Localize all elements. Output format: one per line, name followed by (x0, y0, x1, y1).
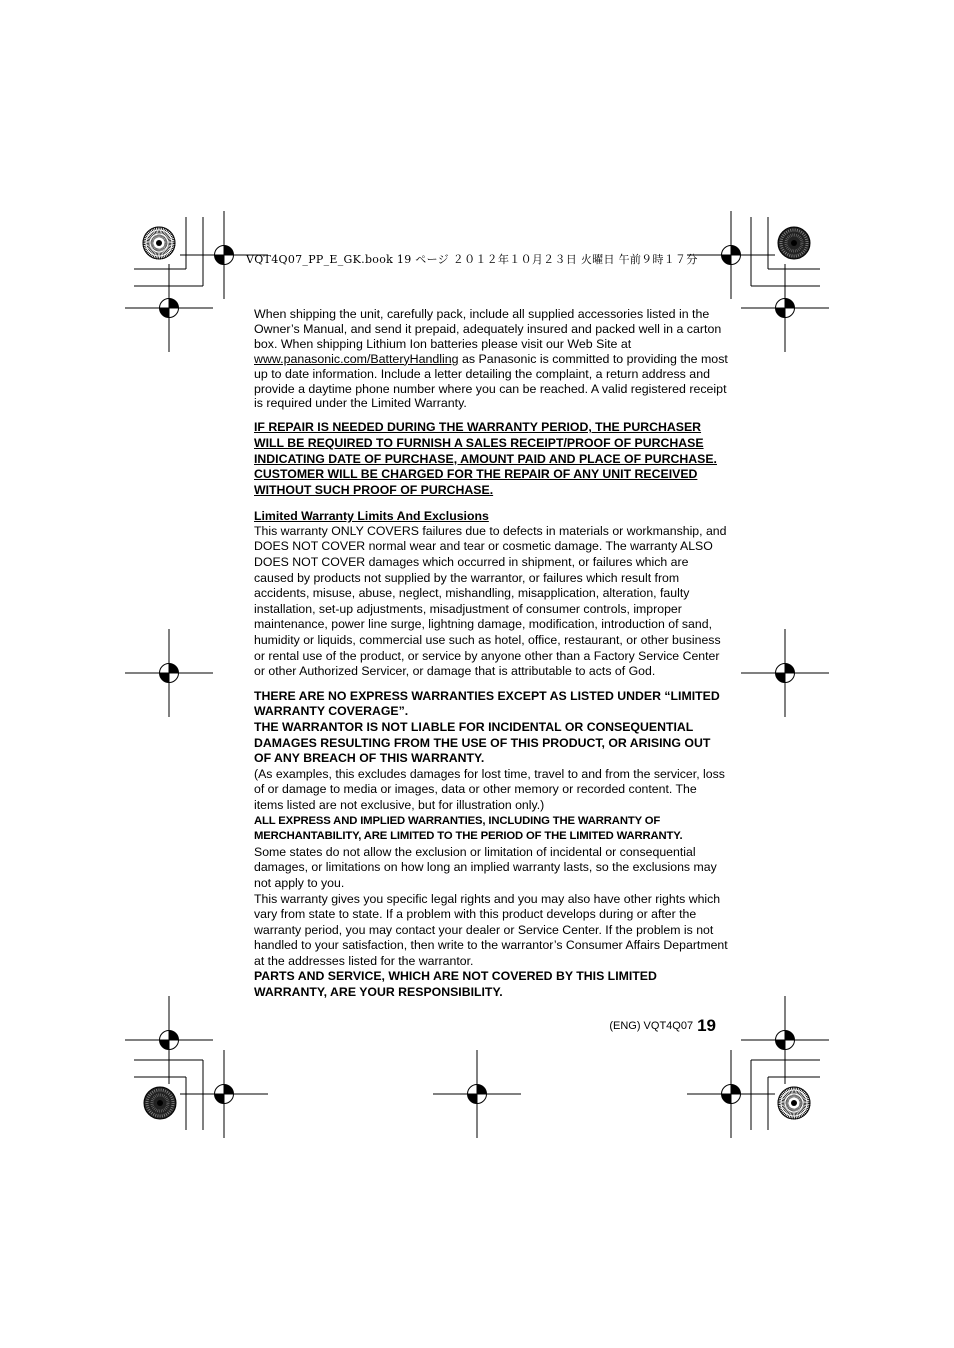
registration-mark-left-upper (125, 264, 213, 352)
registration-mark-bottom-center (433, 1050, 521, 1138)
warranty-text-body (254, 307, 728, 1001)
registration-mark-left-lower (125, 996, 213, 1084)
limits-paragraph: This warranty ONLY COVERS failures due to defects in materials or workmanship, and DOES NOT COVER normal wear and tear or cosmetic damage. The warranty ALSO DOES NOT COVER damages which occurred in shipment, or failures which are caused by products not supplied by the warrantor, or failures which result from accidents, misuse, abuse, neglect, mishandling, misapplication, alteration, faulty installation, set-up adjustments, misadjustment of consumer controls, improper maintenance, power line surge, lightning damage, modification, introduction of sand, humidity or liquids, commercial use such as hotel, office, restaurant, or other business or rental use of the product, or service by anyone other than a Factory Service Center or other Authorized Servicer, or damage that is attributable to acts of God. (254, 523, 727, 679)
document-code: (ENG) VQT4Q07 (609, 1020, 694, 1032)
battery-handling-link[interactable]: www.panasonic.com/BatteryHandling (254, 351, 459, 366)
registration-mark-right-upper (741, 264, 829, 352)
implied-warranties-notice: ALL EXPRESS AND IMPLIED WARRANTIES, INCLUDING THE WARRANTY OF MERCHANTABILITY, ARE LIMITED TO THE PERIOD OF THE LIMITED WARRANTY. (254, 814, 683, 843)
registration-mark-bottom-right (687, 1050, 775, 1138)
limits-heading: Limited Warranty Limits And Exclusions (254, 508, 489, 523)
registration-mark-right-lower (741, 996, 829, 1084)
legal-rights-paragraph: This warranty gives you specific legal rights and you may also have other rights which vary from state to state. If a problem with this product develops during or after the warranty period, you may contact your dealer or Service Center. If the problem is not handled to your satisfaction, then write to the warrantor’s Consumer Affairs Department at the addresses listed for the warrantor. (254, 891, 728, 968)
page-footer (609, 1016, 716, 1036)
not-liable-notice: THE WARRANTOR IS NOT LIABLE FOR INCIDENTAL OR CONSEQUENTIAL DAMAGES RESULTING FROM THE USE OF THIS PRODUCT, OR ARISING OUT OF ANY BREACH OF THIS WARRANTY. (254, 719, 711, 766)
registration-mark-right-middle (741, 629, 829, 717)
shipping-paragraph (254, 307, 728, 411)
star-target-bottom-right (778, 1087, 810, 1119)
examples-paragraph: (As examples, this excludes damages for lost time, travel to and from the servicer, loss of or damage to media or images, data or other memory or recorded content. The items listed are not exclusive, but for illustration only.) (254, 766, 725, 812)
registration-mark-bottom-left (180, 1050, 268, 1138)
shipping-text-start: When shipping the unit, carefully pack, include all supplied accessories listed in the Owner’s Manual, and send it prepaid, adequately insured and packed well in a carton box. When shipping Lithium Ion batteries please visit our Web Site at (254, 307, 722, 351)
page-number: 19 (697, 1016, 716, 1035)
repair-proof-notice: IF REPAIR IS NEEDED DURING THE WARRANTY PERIOD, THE PURCHASER WILL BE REQUIRED TO FURNISH A SALES RECEIPT/PROOF OF PURCHASE INDICATING DATE OF PURCHASE, AMOUNT PAID AND PLACE OF PURCHASE. CUSTOMER WILL BE CHARGED FOR THE REPAIR OF ANY UNIT RECEIVED WITHOUT SUCH PROOF OF PURCHASE. (254, 420, 717, 498)
registration-mark-left-middle (125, 629, 213, 717)
star-target-bottom-left (144, 1087, 176, 1119)
star-target-top-left (143, 227, 175, 259)
shipping-text-end: as Panasonic is committed to providing the most up to date information. Include a letter detailing the complaint, a return address and provide a daytime phone number where you can be reached. A valid registered receipt is required under the Limited Warranty. (254, 351, 728, 411)
parts-service-notice: PARTS AND SERVICE, WHICH ARE NOT COVERED BY THIS LIMITED WARRANTY, ARE YOUR RESPONSIBILITY. (254, 969, 657, 1000)
no-express-warranties-notice: THERE ARE NO EXPRESS WARRANTIES EXCEPT AS LISTED UNDER “LIMITED WARRANTY COVERAGE”. (254, 688, 720, 719)
star-target-top-right (778, 227, 810, 259)
file-info-header: VQT4Q07_PP_E_GK.book 19 ページ ２０１２年１０月２３日 火曜日 午前９時１７分 (246, 253, 698, 266)
some-states-paragraph: Some states do not allow the exclusion or limitation of incidental or consequential damages, or limitations on how long an implied warranty lasts, so the exclusions may not apply to you. (254, 844, 717, 890)
